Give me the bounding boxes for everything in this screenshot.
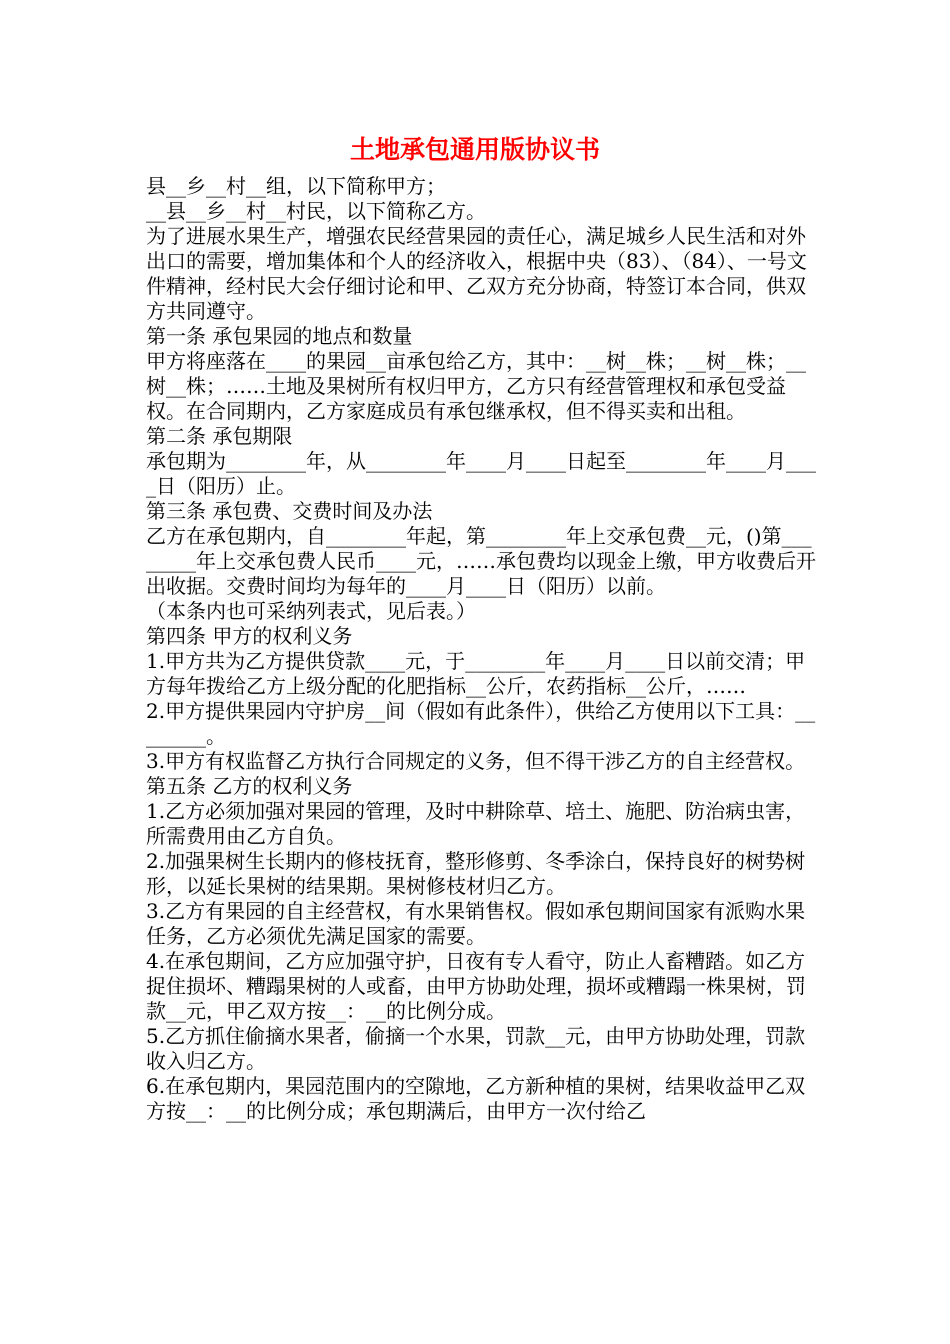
article-note-3: （本条内也可采纳列表式，见后表。） (146, 599, 476, 623)
article-5-item-3: 3.乙方有果园的自主经营权，有水果销售权。假如承包期间国家有派购水果任务，乙方必须优先满足国家的需要。 (146, 899, 806, 948)
article-5-item-6: 6.在承包期内，果园范围内的空隙地，乙方新种植的果树，结果收益甲乙双方按__：__的比例分成；承包期满后，由甲方一次付给乙 (146, 1074, 806, 1123)
article-4-item-3: 3.甲方有权监督乙方执行合同规定的义务，但不得干涉乙方的自主经营权。 (146, 749, 806, 773)
article-4-item-1: 1.甲方共为乙方提供贷款____元，于________年____月____日以前交清；甲方每年拨给乙方上级分配的化肥指标__公斤，农药指标__公斤，…… (146, 649, 806, 698)
paragraph-parties-a: 县__乡__村__组，以下简称甲方； (146, 174, 446, 198)
document-body (146, 174, 816, 1124)
article-heading-3: 第三条 承包费、交费时间及办法 (146, 499, 433, 523)
document-title: 土地承包通用版协议书 (349, 135, 600, 164)
article-4-item-2: 2.甲方提供果园内守护房__间（假如有此条件），供给乙方使用以下工具：________。 (146, 699, 816, 748)
article-heading-5: 第五条 乙方的权利义务 (146, 774, 353, 798)
article-heading-4: 第四条 甲方的权利义务 (146, 624, 353, 648)
article-5-item-5: 5.乙方抓住偷摘水果者，偷摘一个水果，罚款__元，由甲方协助处理，罚款收入归乙方。 (146, 1024, 806, 1073)
article-body-3: 乙方在承包期内，自________年起，第________年上交承包费__元，()第________年上交承包费人民币____元，……承包费均以现金上缴，甲方收费后开出收据。交费时间均为每年的____月____日（阳历）以前。 (146, 524, 816, 598)
article-5-item-1: 1.乙方必须加强对果园的管理，及时中耕除草、培土、施肥、防治病虫害，所需费用由乙方自负。 (146, 799, 806, 848)
paragraph-parties-b: __县__乡__村__村民，以下简称乙方。 (146, 199, 486, 223)
article-5-item-2: 2.加强果树生长期内的修枝抚育，整形修剪、冬季涂白，保持良好的树势树形，以延长果树的结果期。果树修枝材归乙方。 (146, 849, 806, 898)
paragraph-preamble: 为了进展水果生产，增强农民经营果园的责任心，满足城乡人民生活和对外出口的需要，增加集体和个人的经济收入，根据中央（83）、（84）、一号文件精神，经村民大会仔细讨论和甲、乙双方充分协商，特签订本合同，供双方共同遵守。 (146, 224, 807, 323)
article-body-1: 甲方将座落在____的果园__亩承包给乙方，其中：__树__株；__树__株；__树__株；……土地及果树所有权归甲方，乙方只有经营管理权和承包受益权。在合同期内，乙方家庭成员有承包继承权，但不得买卖和出租。 (146, 349, 806, 423)
article-heading-2: 第二条 承包期限 (146, 424, 293, 448)
article-body-2: 承包期为________年，从________年____月____日起至________年____月____日（阳历）止。 (146, 449, 816, 498)
article-heading-1: 第一条 承包果园的地点和数量 (146, 324, 413, 348)
article-5-item-4: 4.在承包期间，乙方应加强守护，日夜有专人看守，防止人畜糟踏。如乙方捉住损坏、糟蹋果树的人或畜，由甲方协助处理，损坏或糟蹋一株果树，罚款__元，甲乙双方按__：__的比例分成。 (146, 949, 806, 1023)
